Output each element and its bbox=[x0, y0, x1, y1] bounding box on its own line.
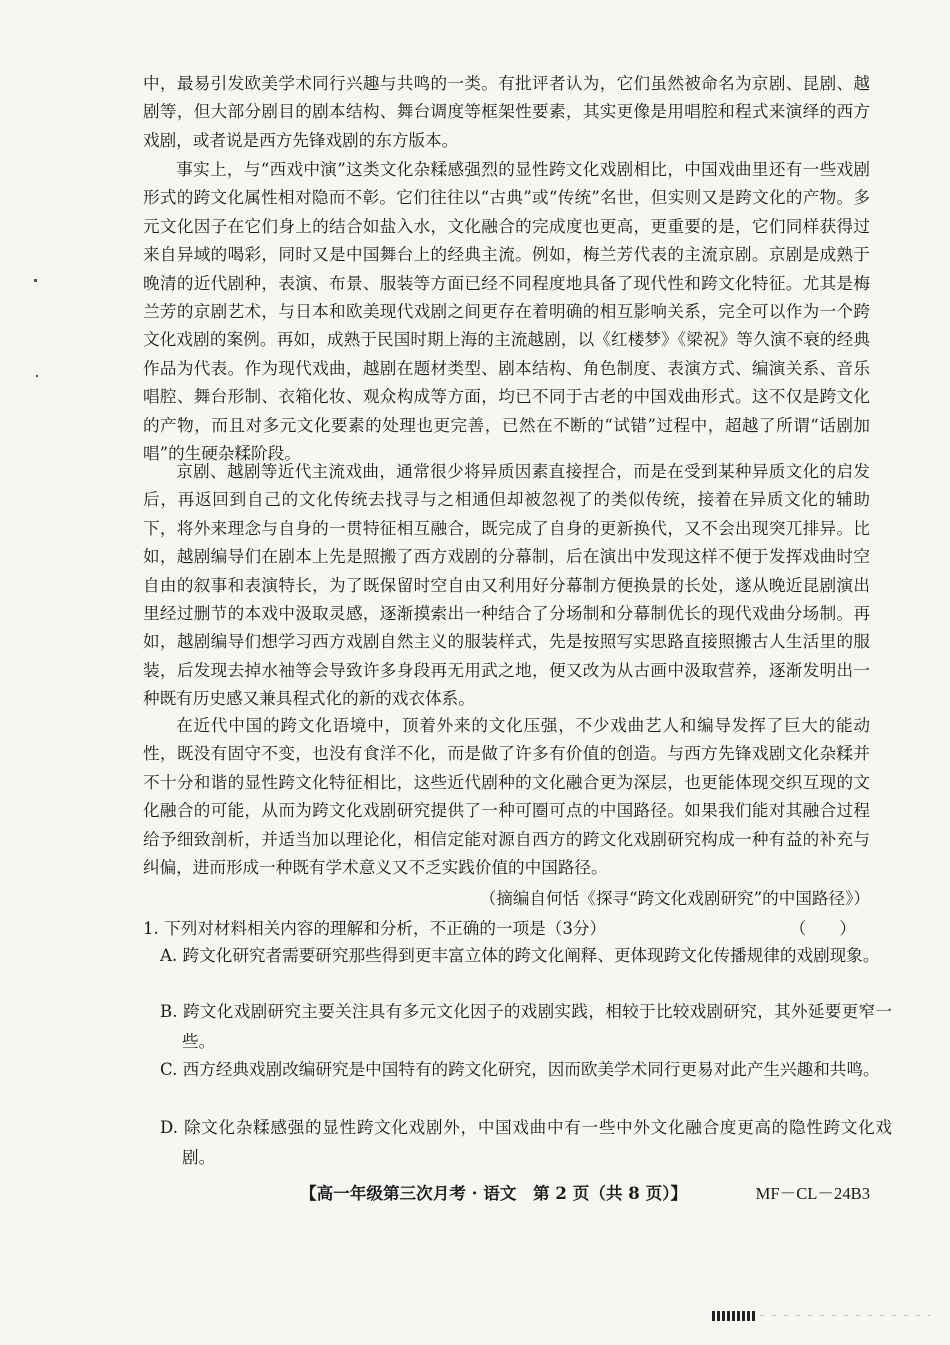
passage-source: （摘编自何恬《探寻“跨文化戏剧研究”的中国路径》） bbox=[479, 889, 870, 908]
passage-paragraph: 中，最易引发欧美学术同行兴趣与共鸣的一类。有批评者认为，它们虽然被命名为京剧、昆剧、越剧等，但大部分剧目的剧本结构、舞台调度等框架性要素，其实更像是用唱腔和程式来演绎的西方戏剧，或者说是西方先锋戏剧的东方版本。 bbox=[143, 74, 870, 150]
question-stem: 1. 下列对材料相关内容的理解和分析，不正确的一项是（3分） bbox=[143, 919, 607, 938]
qr-code-icon bbox=[712, 1311, 756, 1321]
passage-paragraph: 事实上，与“西戏中演”这类文化杂糅感强烈的显性跨文化戏剧相比，中国戏曲里还有一些戏剧形式的跨文化属性相对隐而不彰。它们往往以“古典”或“传统”名世，但实则又是跨文化的产物。多元文化因子在它们身上的结合如盐入水，文化融合的完成度也更高，更重要的是，它们同样获得过来自异域的喝彩，同时又是中国舞台上的经典主流。例如，梅兰芳代表的主流京剧。京剧是成熟于晚清的近代剧种，表演、布景、服装等方面已经不同程度地具备了现代性和跨文化特征。尤其是梅兰芳的京剧艺术，与日本和欧美现代戏剧之间更存在着明确的相互影响关系，完全可以作为一个跨文化戏剧的案例。再如，成熟于民国时期上海的主流越剧，以《红楼梦》《梁祝》等久演不衰的经典作品为代表。作为现代戏曲，越剧在题材类型、剧本结构、角色制度、表演方式、编演关系、音乐唱腔、舞台形制、衣箱化妆、观众构成等方面，均已不同于古老的中国戏曲形式。这不仅是跨文化的产物，而且对多元文化要素的处理也更完善，已然在不断的“试错”过程中，超越了所谓“话剧加唱”的生硬杂糅阶段。 bbox=[143, 160, 870, 464]
option-b: B. 跨文化戏剧研究主要关注具有多元文化因子的戏剧实践，相较于比较戏剧研究，其外延要更窄一些。 bbox=[160, 1002, 892, 1051]
option-a: A. 跨文化研究者需要研究那些得到更丰富立体的跨文化阐释、更体现跨文化传播规律的戏剧现象。 bbox=[160, 946, 880, 965]
scan-mark bbox=[36, 375, 38, 377]
option-d: D. 除文化杂糅感强的显性跨文化戏剧外，中国戏曲中有一些中外文化融合度更高的隐性跨文化戏剧。 bbox=[160, 1118, 892, 1167]
footer-title: 【高一年级第三次月考 · 语文 第 2 页（共 8 页）】 bbox=[300, 1183, 688, 1203]
option-c: C. 西方经典戏剧改编研究是中国特有的跨文化研究，因而欧美学术同行更易对此产生兴趣和共鸣。 bbox=[160, 1060, 880, 1079]
passage-paragraph: 京剧、越剧等近代主流戏曲，通常很少将异质因素直接捏合，而是在受到某种异质文化的启发后，再返回到自己的文化传统去找寻与之相通但却被忽视了的类似传统，接着在异质文化的辅助下，将外来理念与自身的一贯特征相互融合，既完成了自身的更新换代，又不会出现突兀排异。比如，越剧编导们在剧本上先是照搬了西方戏剧的分幕制，后在演出中发现这样不便于发挥戏曲时空自由的叙事和表演特长，为了既保留时空自由又利用好分幕制方便换景的长处，遂从晚近昆剧演出里经过删节的本戏中汲取灵感，逐渐摸索出一种结合了分场制和分幕制优长的现代戏曲分场制。再如，越剧编导们想学习西方戏剧自然主义的服装样式，先是按照写实思路直接照搬古人生活里的服装，后发现去掉水袖等会导致许多身段再无用武之地，便又改为从古画中汲取营养，逐渐发明出一种既有历史感又兼具程式化的新的戏衣体系。 bbox=[143, 462, 870, 709]
question-stem-row bbox=[143, 915, 870, 943]
question-1 bbox=[143, 915, 870, 943]
scan-mark bbox=[34, 279, 37, 282]
scan-artifact bbox=[760, 1315, 930, 1316]
answer-blank: （ ） bbox=[789, 919, 856, 938]
passage-paragraph: 在近代中国的跨文化语境中，顶着外来的文化压强，不少戏曲艺人和编导发挥了巨大的能动性，既没有固守不变，也没有食洋不化，而是做了许多有价值的创造。与西方先锋戏剧文化杂糅并不十分和谐的显性跨文化特征相比，这些近代剧种的文化融合更为深层，也更能体现交织互现的文化融合的可能，从而为跨文化戏剧研究提供了一种可圈可点的中国路径。如果我们能对其融合过程给予细致剖析，并适当加以理论化，相信定能对源自西方的跨文化戏剧研究构成一种有益的补充与纠偏，进而形成一种既有学术意义又不乏实践价值的中国路径。 bbox=[143, 716, 870, 878]
page-footer bbox=[300, 1180, 870, 1204]
footer-code: MF－CL－24B3 bbox=[755, 1184, 870, 1203]
